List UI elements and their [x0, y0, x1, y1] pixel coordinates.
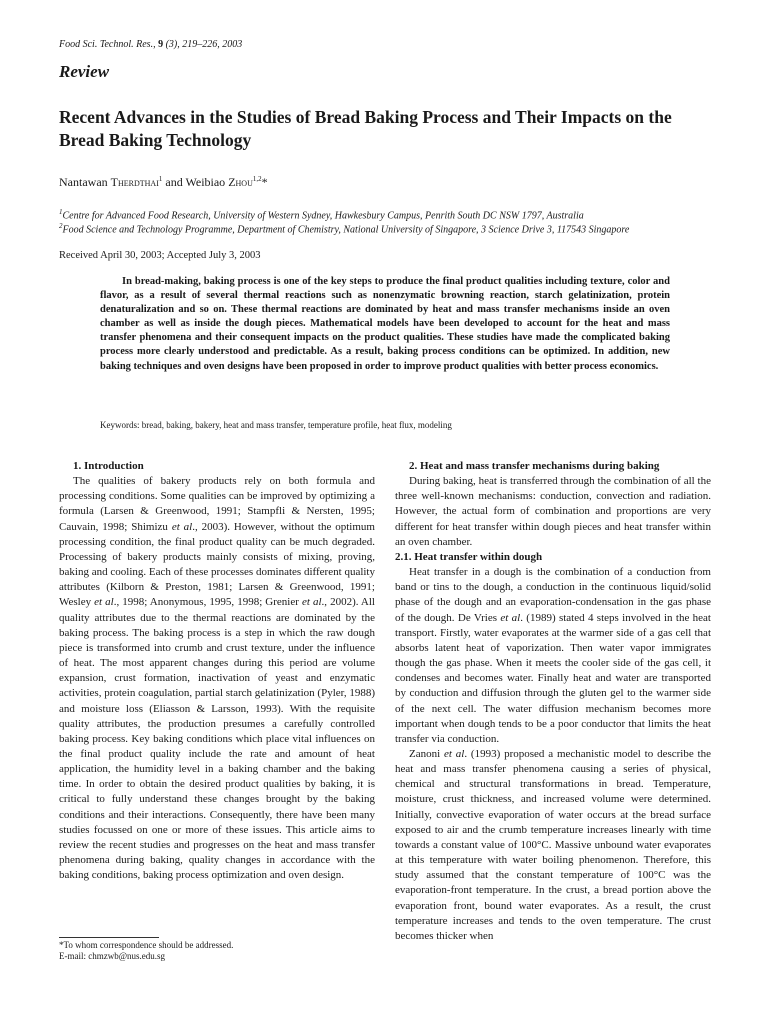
affiliation-1: $^1$Centre for Advanced Food Research, University of Western Sydney, Hawkesbury Campus, Penrith South DC NSW 1797, Australia: [59, 208, 584, 222]
keywords: Keywords: bread, baking, bakery, heat and mass transfer, temperature profile, heat flux, modeling: [100, 420, 452, 430]
introduction-paragraph: The qualities of bakery products rely on both formula and processing conditions. Some qualities can be improved by optimizing a formula (Larsen & Greenwood, 1991; Stampfli & Nersten, 1995; Cauvain, 1998; Shimizu et al., 2003). However, without the optimum processing condition, the final product quality can be much degraded. Processing of bakery products mainly consists of mixing, proving, baking and cooling. Each of these processes dominates different quality attributes (Kilborn & Preston, 1981; Larsen & Greenwood, 1991; Wesley et al., 1998; Anonymous, 1995, 1998; Grenier et al., 2002). All quality attributes due to the thermal reactions are dominated by the baking process. The baking process is a step in which the raw dough piece is transformed into crumb and crust texture, under the influence of heat. The most apparent changes during this period are volume expansion, crust formation, inactivation of yeast and enzymatic activities, protein coagulation, partial starch gelatinization (Pyler, 1988) and moisture loss (Eliasson & Larsson, 1993). With the requisite quality attributes, the production presumes a carefully controlled baking process. Key baking conditions which place vital influences on the final product quality include the rate and amount of heat application, the humidity level in a baking chamber and the baking time. In order to obtain the desired product qualities by baking, it is critical to fully understand these changes brought by the baking conditions and their interactions. Consequently, there have been many studies focussed on one or more of these issues. This article aims to review the recent studies and progresses on the heat and mass transfer phenomena during baking, quality changes in accordance with the baking conditions, baking process optimization and oven design.: [59, 475, 376, 882]
contact-email: E-mail: chmzwb@nus.edu.sg: [59, 951, 166, 961]
left-column: [59, 459, 375, 883]
affiliation-2: $^2$Food Science and Technology Programme, Department of Chemistry, National University of Singapore, 3 Science Drive 3, 117543 Singapore: [59, 222, 630, 236]
abstract: In bread-making, baking process is one of the key steps to produce the final product qualities including texture, color and flavor, as a result of several thermal reactions such as nonenzymatic browning reaction, starch gelatinization, protein denaturalization and so on. These thermal reactions are dominated by heat and mass transfer mechanisms inside an oven chamber as well as inside the dough pieces. Mathematical models have been developed to account for the heat and mass transfer phenomena and their consequent impacts on the product qualities. These studies have made the complicated baking process more clearly understood and predictable. As a result, baking process conditions can be optimized. In addition, new baking techniques and oven designs have been proposed in order to improve product qualities with better process economics.: [100, 276, 670, 372]
introduction-heading: 1. Introduction: [73, 460, 144, 472]
correspondence-note: *To whom correspondence should be addressed.: [59, 940, 234, 950]
journal-citation: Food Sci. Technol. Res., 9 (3), 219–226, 2003: [59, 39, 243, 50]
heat-mass-transfer-paragraph: During baking, heat is transferred through the combination of all the three well-known mechanisms: conduction, convection and radiation. However, the actual form of combination and proportions are very different for heat transfer within dough pieces and heat transfer within an oven chamber.: [395, 475, 711, 548]
author-list: Nantawan Therdthai$^1$ and Weibiao Zhou$^{1,2}$*: [59, 175, 268, 189]
heat-mass-transfer-heading: 2. Heat and mass transfer mechanisms during baking: [409, 460, 660, 472]
heat-transfer-dough-paragraph-2: Zanoni et al. (1993) proposed a mechanistic model to describe the heat and mass transfer phenomena causing a series of physical, chemical and structural transformations in bread. Temperature, moisture, crust thickness, and increased volume were determined. Initially, convective evaporation of water occurs at the bread surface exposed to air and the crumb temperature increases linearly with time towards a constant value of 100°C. Massive unbound water evaporates at this temperature with water boiling phenomenon. Therefore, this study assumed that the constant temperature of 100°C was the evaporation-front temperature. In the crust, a bread portion above the evaporation front, bound water evaporates. As a result, the crust temperature increases and tends to the oven temperature. The crust becomes thicker when: [395, 747, 711, 942]
journal-volume: 9: [158, 39, 164, 50]
footnote-divider: [59, 937, 159, 938]
right-column: [395, 459, 711, 944]
paper-title: Recent Advances in the Studies of Bread Baking Process and Their Impacts on the Bread Baking Technology: [59, 107, 672, 150]
heat-transfer-dough-paragraph-1: Heat transfer in a dough is the combination of a conduction from band or tins to the dough, a conduction in the continuous liquid/solid phase of the dough and an evaporation-condensation in the gas phase of the dough. De Vries et al. (1989) stated 4 steps involved in the heat transport. Firstly, water evaporates at the warmer side of a gas cell that absorbs latent heat of vaporization. Then water vapor immigrates though the gas phase. When it meets the cooler side of the gas cell, it condenses and becomes water. Finally heat and water are transported by conduction and diffusion through the gluten gel to the warmer side of the next cell. The water diffusion mechanism becomes more important when dough tends to be a poor conductor that limits the heat transfer via conduction.: [395, 566, 711, 745]
article-type: Review: [59, 62, 110, 81]
received-dates: Received April 30, 2003; Accepted July 3, 2003: [59, 250, 261, 261]
heat-transfer-dough-heading: 2.1. Heat transfer within dough: [395, 550, 543, 563]
footnote: [59, 940, 233, 962]
